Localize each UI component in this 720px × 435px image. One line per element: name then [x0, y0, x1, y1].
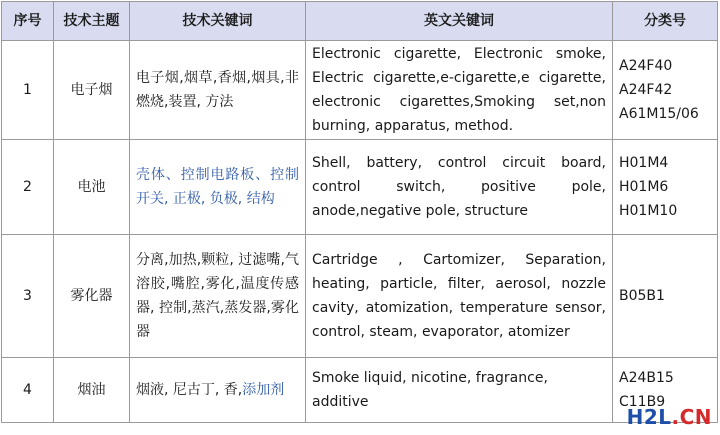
- row-cn-keywords: 电子烟,烟草,香烟,烟具,非燃烧,装置, 方法: [130, 41, 306, 140]
- table-row: [2, 358, 718, 423]
- header-topic: 技术主题: [54, 2, 130, 41]
- row-number: 4: [2, 358, 54, 423]
- table-row: [2, 41, 718, 140]
- row-number: 3: [2, 235, 54, 358]
- row-topic: 电池: [54, 140, 130, 235]
- cn-keywords-part: 烟液, 尼古丁, 香,: [136, 382, 243, 398]
- keyword-table: [1, 1, 718, 423]
- row-class-codes: A24B15 C11B9: [613, 358, 718, 423]
- table-header-row: [2, 2, 718, 41]
- table-row: [2, 235, 718, 358]
- row-number: 2: [2, 140, 54, 235]
- row-en-keywords: Electronic cigarette, Electronic smoke, Electric cigarette,e-cigarette,e cigarette, electronic cigarettes,Smoking set,non burning, apparatus, method.: [306, 41, 613, 140]
- row-topic: 电子烟: [54, 41, 130, 140]
- row-cn-keywords: 分离,加热,颗粒, 过滤嘴,气溶胶,嘴腔,雾化,温度传感器, 控制,蒸汽,蒸发器,雾化器: [130, 235, 306, 358]
- watermark-part-b: .CN: [671, 405, 712, 429]
- header-cn-keywords: 技术关键词: [130, 2, 306, 41]
- table-row: [2, 140, 718, 235]
- watermark-part-a: H2L: [626, 405, 672, 429]
- row-topic: 雾化器: [54, 235, 130, 358]
- cn-keywords-part-highlight: 添加剂: [242, 382, 285, 398]
- header-no: 序号: [2, 2, 54, 41]
- row-cn-keywords: [130, 358, 306, 423]
- row-class-codes: B05B1: [613, 235, 718, 358]
- header-class-codes: 分类号: [613, 2, 718, 41]
- row-cn-keywords: 壳体、控制电路板、控制开关, 正极, 负极, 结构: [130, 140, 306, 235]
- row-en-keywords: Smoke liquid, nicotine, fragrance, additive: [306, 358, 613, 423]
- watermark-logo: [627, 405, 712, 429]
- row-topic: 烟油: [54, 358, 130, 423]
- header-en-keywords: 英文关键词: [306, 2, 613, 41]
- row-class-codes: H01M4 H01M6 H01M10: [613, 140, 718, 235]
- row-class-codes: A24F40 A24F42 A61M15/06: [613, 41, 718, 140]
- row-en-keywords: Shell, battery, control circuit board, control switch, positive pole, anode,negative pole, structure: [306, 140, 613, 235]
- row-en-keywords: Cartridge , Cartomizer, Separation, heating, particle, filter, aerosol, nozzle cavity, atomization, temperature sensor, control, steam, evaporator, atomizer: [306, 235, 613, 358]
- row-number: 1: [2, 41, 54, 140]
